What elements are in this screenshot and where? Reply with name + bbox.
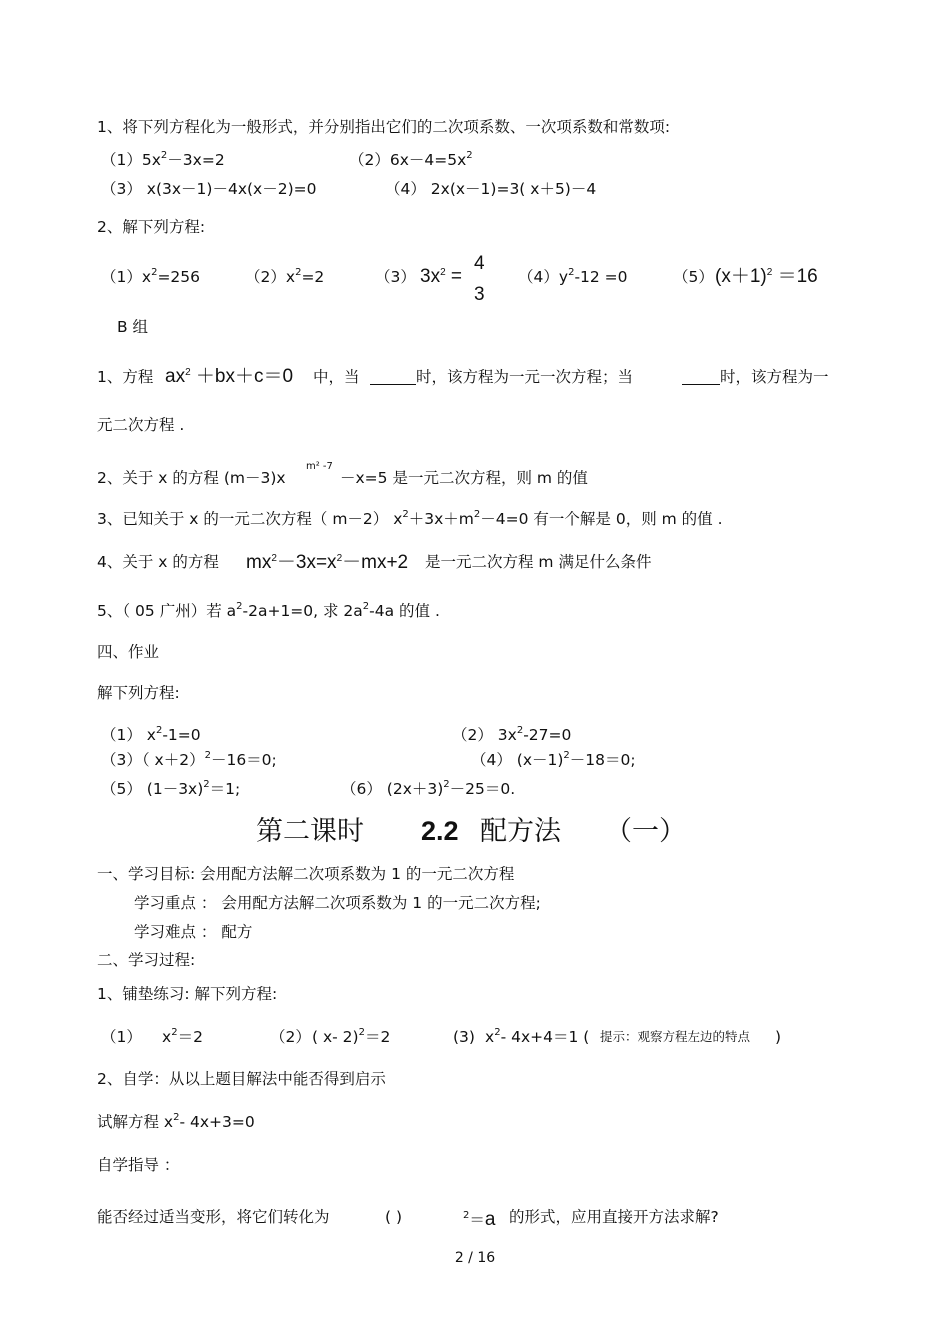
eq-2-1: $(1)x^2=256$ [101, 267, 201, 286]
eq-2-3-label: （3） [375, 268, 416, 286]
eq-2-3: $3x^2$ = [420, 266, 463, 287]
warmup-title: 1、铺垫练习: 解下列方程: [97, 985, 278, 1003]
learning-difficulty: 学习难点 ： 配方 [134, 923, 253, 941]
q4-equation: $mx^2-3x=x^2-mx+2$ [246, 552, 409, 573]
q1-when: 中，当 [313, 368, 360, 386]
q1-end: 时，该方程为一 [720, 368, 829, 386]
lesson-title-part: （一） [605, 816, 686, 847]
fraction-numerator: 4 [474, 253, 485, 274]
q1-lead: 1、方程 [97, 368, 154, 386]
answer-blank-1[interactable] [370, 370, 416, 385]
warmup-3: $x^2-$ 4x+4＝1 ( [485, 1027, 590, 1046]
eq-2-4: $(4)y^2-12 =0$ [518, 267, 628, 286]
q5-text: 5、（ 05 广州）若 $a^2-2a+1=0$, 求 $2a^2-4a$ 的值 . [97, 601, 440, 620]
warmup-2: ( x- 2)$^2$＝2 [312, 1027, 391, 1046]
exercise-1-prompt: 1、将下列方程化为一般形式，并分别指出它们的二次项系数、一次项系数和常数项: [97, 118, 671, 136]
eq-1-2: $(2)6x-4=5x^2$ [349, 150, 473, 169]
page-number: 2 / 16 [454, 1250, 496, 1266]
q3-text: 3、已知关于 x 的一元二次方程（ m－2） $x^2+3x+m^2-4=0$ 有一个解是 0，则 m 的值 . [97, 509, 723, 528]
hw-4: （4） $(x-1)^2-18=0$; [471, 750, 636, 769]
warmup-3-label: (3) [453, 1028, 475, 1046]
homework-intro: 解下列方程: [97, 684, 180, 702]
self-guide: 自学指导 ： [97, 1156, 180, 1174]
warmup-2-label: （2） [270, 1028, 311, 1046]
eq-2-2: $(2)x^2=2$ [245, 267, 325, 286]
q4-lead: 4、关于 x 的方程 [97, 553, 219, 571]
lesson-title-method: 配方法 [480, 816, 561, 847]
q2-tail: －x=5 是一元二次方程，则 m 的值 [340, 469, 588, 487]
warmup-1-label: （1） [101, 1028, 142, 1046]
exercise-2-prompt: 2、解下列方程: [97, 218, 206, 236]
homework-title: 四、作业 [97, 643, 160, 661]
warmup-3-close: ) [775, 1028, 782, 1046]
eq-1-3: （3） x(3x－1)－4x(x－2)=0 [101, 180, 317, 198]
q4-tail: 是一元二次方程 m 满足什么条件 [425, 553, 652, 571]
hw-2: （2） $3x^2-27=0$ [452, 725, 572, 744]
eq-1-4: （4） 2x(x－1)=3( x＋5)－4 [385, 180, 597, 198]
hw-5: （5） $(1-3x)^2=1$; [101, 779, 241, 798]
q2-lead: 2、关于 x 的方程 (m－3)x [97, 469, 286, 487]
eq-2-5-label: （5） [673, 268, 714, 286]
learning-key: 学习重点 ： 会用配方法解二次项系数为 1 的一元二次方程; [134, 894, 541, 912]
conversion-lead: 能否经过适当变形，将它们转化为 [97, 1208, 330, 1226]
hw-6: （6） $(2x+3)^2-25=0$. [341, 779, 516, 798]
q1-mid: 时，该方程为一元一次方程；当 [416, 368, 634, 386]
learning-goal: 一、学习目标: 会用配方法解二次项系数为 1 的一元二次方程 [97, 865, 515, 883]
conversion-form: $^2$＝a [463, 1209, 496, 1230]
eq-2-5: $(x+1)^2 =16$ [715, 266, 818, 287]
conversion-blank: ( ) [385, 1208, 403, 1226]
lesson-title-part-1: 第二课时 [256, 816, 364, 847]
self-study: 2、自学：从以上题目解法中能否得到启示 [97, 1070, 386, 1088]
learning-process: 二、学习过程: [97, 951, 196, 969]
warmup-1: $x^2=2$ [162, 1027, 203, 1046]
warmup-3-hint: 提示：观察方程左边的特点 [600, 1029, 751, 1044]
q2-exponent: m² -7 [306, 461, 333, 472]
try-equation: 试解方程 $x^2-$ 4x+3=0 [97, 1112, 255, 1131]
group-b-title: B 组 [117, 318, 149, 336]
eq-1-1: $(1)5x^2-3x=2$ [101, 150, 225, 169]
hw-3: （3）（ x＋2）$^2$－16＝0; [101, 750, 277, 769]
answer-blank-2[interactable] [682, 370, 720, 385]
hw-1: （1） $x^2-1=0$ [101, 725, 201, 744]
fraction-denominator: 3 [474, 284, 485, 305]
group-b-q1-cont: 元二次方程 . [97, 416, 185, 434]
lesson-title-number: 2.2 [421, 816, 459, 846]
q1-equation: $ax^2 +bx+c=0$ [165, 366, 294, 387]
conversion-tail: 的形式，应用直接开方法求解? [509, 1208, 719, 1226]
